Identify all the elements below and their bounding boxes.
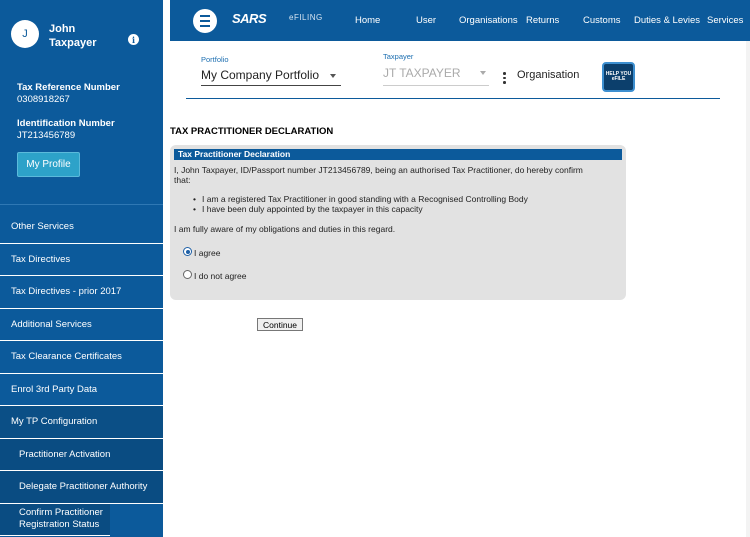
- sidebar-item-tax-clearance-certificates[interactable]: Tax Clearance Certificates: [0, 341, 163, 374]
- declaration-bullet-1: • I am a registered Tax Practitioner in good standing with a Recognised Controlling Body: [202, 194, 528, 204]
- tax-reference-value: 0308918267: [17, 94, 70, 105]
- portfolio-label: Portfolio: [201, 55, 229, 64]
- page-title: TAX PRACTITIONER DECLARATION: [170, 126, 334, 137]
- identification-value: JT213456789: [17, 130, 76, 141]
- sidebar-item-practitioner-activation[interactable]: Practitioner Activation: [0, 439, 163, 472]
- tax-reference-label: Tax Reference Number: [17, 82, 120, 93]
- agree-radio[interactable]: [183, 247, 192, 256]
- sidebar-item-confirm-practitioner-registration-status[interactable]: Confirm Practitioner Registration Status: [0, 504, 110, 537]
- sidebar-item-my-tp-configuration[interactable]: My TP Configuration: [0, 406, 163, 439]
- declaration-panel: [170, 145, 626, 300]
- identification-label: Identification Number: [17, 118, 115, 129]
- declaration-text-line1: I, John Taxpayer, ID/Passport number JT213456789, being an authorised Tax Practitioner, do hereby confirm: [174, 165, 583, 175]
- taxpayer-chevron-down-icon[interactable]: [480, 71, 486, 75]
- organisation-label[interactable]: Organisation: [517, 69, 580, 81]
- help-you-efile-icon[interactable]: HELP YOU eFILE: [602, 62, 635, 92]
- awareness-text: I am fully aware of my obligations and duties in this regard.: [174, 224, 396, 234]
- sidebar-item-other-services[interactable]: Other Services: [0, 211, 163, 244]
- sidebar-menu: [0, 211, 163, 536]
- nav-duties-levies[interactable]: Duties & Levies: [634, 15, 701, 26]
- agree-label[interactable]: I agree: [194, 248, 221, 258]
- nav-returns[interactable]: Returns: [526, 15, 560, 26]
- portfolio-divider: [186, 98, 720, 99]
- sidebar: [0, 0, 163, 537]
- taxpayer-select[interactable]: JT TAXPAYER: [383, 66, 461, 80]
- declaration-bullet-2: • I have been duly appointed by the taxpayer in this capacity: [202, 204, 423, 214]
- panel-title: Tax Practitioner Declaration: [174, 149, 622, 160]
- nav-home[interactable]: Home: [355, 15, 381, 26]
- avatar[interactable]: J: [11, 20, 39, 48]
- portfolio-bar: [170, 41, 750, 113]
- sars-logo[interactable]: SARS: [232, 11, 267, 26]
- taxpayer-underline: [383, 85, 489, 86]
- efiling-logo: eFILING: [289, 13, 323, 22]
- sidebar-item-enrol-3rd-party-data[interactable]: Enrol 3rd Party Data: [0, 374, 163, 407]
- my-profile-button[interactable]: My Profile: [17, 152, 80, 177]
- taxpayer-label: Taxpayer: [383, 52, 414, 61]
- info-icon[interactable]: i: [128, 34, 139, 45]
- continue-button[interactable]: Continue: [257, 318, 303, 331]
- sidebar-item-delegate-practitioner-authority[interactable]: Delegate Practitioner Authority: [0, 471, 163, 504]
- disagree-radio[interactable]: [183, 270, 192, 279]
- menu-icon[interactable]: [193, 9, 217, 33]
- portfolio-chevron-down-icon[interactable]: [330, 74, 336, 78]
- sidebar-item-additional-services[interactable]: Additional Services: [0, 309, 163, 342]
- declaration-text-line2: that:: [174, 175, 191, 185]
- scrollbar[interactable]: [746, 41, 750, 537]
- nav-customs[interactable]: Customs: [583, 15, 621, 26]
- top-navigation: [170, 0, 750, 41]
- user-name: John Taxpayer: [49, 23, 97, 49]
- nav-organisations[interactable]: Organisations: [459, 15, 518, 26]
- portfolio-underline: [201, 85, 341, 86]
- more-vertical-icon[interactable]: [503, 72, 505, 86]
- user-panel: [0, 0, 163, 205]
- sidebar-item-tax-directives-prior-2017[interactable]: Tax Directives - prior 2017: [0, 276, 163, 309]
- disagree-label[interactable]: I do not agree: [194, 271, 247, 281]
- portfolio-select[interactable]: My Company Portfolio: [201, 68, 320, 82]
- nav-services[interactable]: Services: [707, 15, 744, 26]
- nav-user[interactable]: User: [416, 15, 437, 26]
- sidebar-item-tax-directives[interactable]: Tax Directives: [0, 244, 163, 277]
